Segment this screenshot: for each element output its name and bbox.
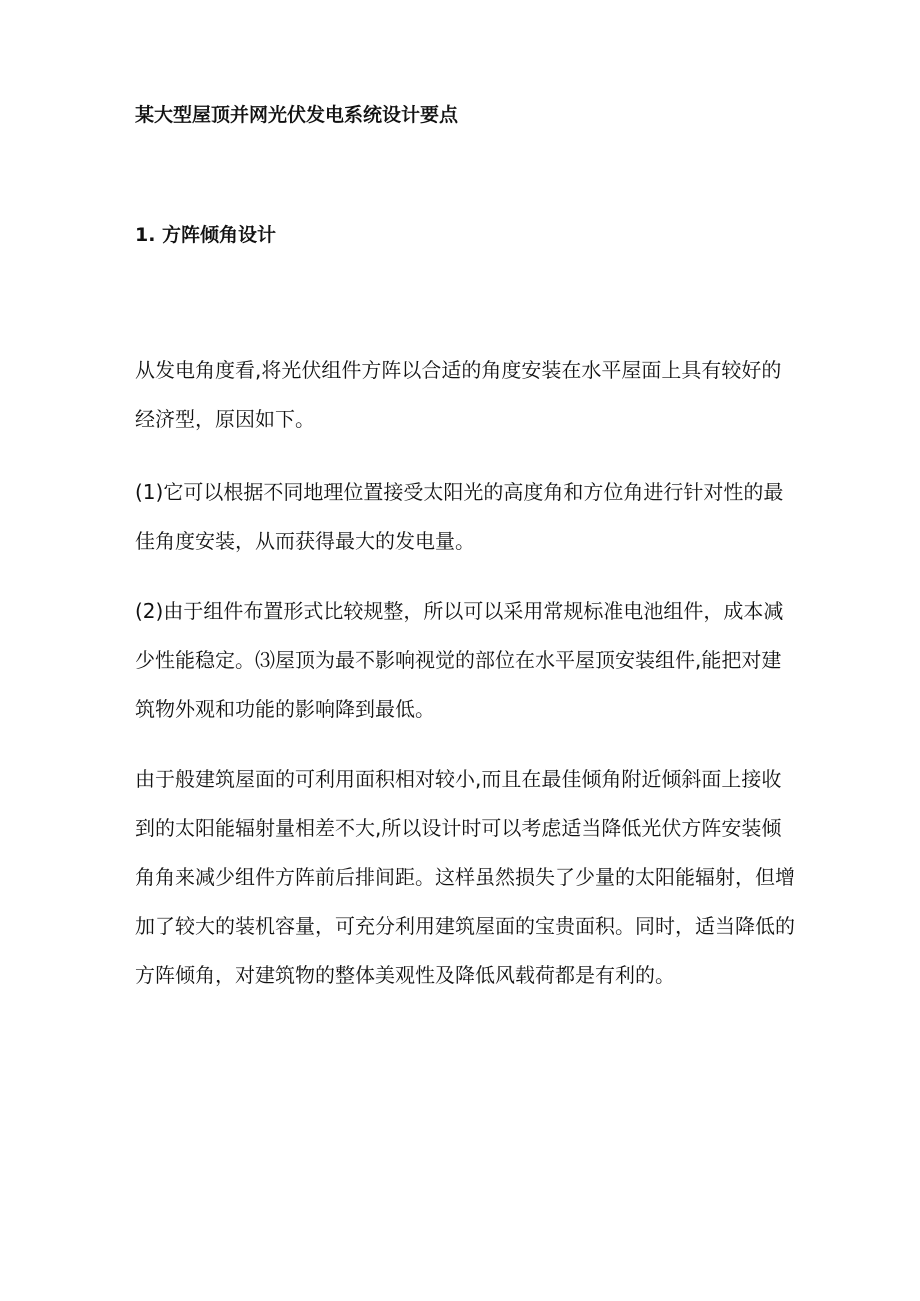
- section-heading: 1. 方阵倾角设计: [135, 224, 277, 246]
- paragraph-line: 少性能稳定。⑶屋顶为最不影响视觉的部位在水平屋顶安装组件,能把对建: [135, 648, 782, 672]
- paragraph-line: 角角来减少组件方阵前后排间距。这样虽然损失了少量的太阳能辐射，但增: [135, 865, 795, 889]
- paragraph-line: 从发电角度看,将光伏组件方阵以合适的角度安装在水平屋面上具有较好的: [135, 358, 782, 382]
- paragraph-line: 到的太阳能辐射量相差不大,所以设计时可以考虑适当降低光伏方阵安装倾: [135, 816, 782, 840]
- paragraph-intro: [135, 346, 795, 444]
- paragraph-reason-2-3: [135, 587, 795, 734]
- paragraph-line: 筑物外观和功能的影响降到最低。: [135, 697, 435, 721]
- paragraph-line: 佳角度安装，从而获得最大的发电量。: [135, 529, 475, 553]
- paragraph-line: 由于般建筑屋面的可利用面积相对较小,而且在最佳倾角附近倾斜面上接收: [135, 767, 782, 791]
- paragraph-line: 方阵倾角，对建筑物的整体美观性及降低风载荷都是有利的。: [135, 963, 675, 987]
- paragraph-line: (1)它可以根据不同地理位置接受太阳光的高度角和方位角进行针对性的最: [135, 480, 784, 504]
- paragraph-reason-1: [135, 468, 795, 566]
- paragraph-tilt-reduction: [135, 755, 795, 1000]
- document-title: 某大型屋顶并网光伏发电系统设计要点: [135, 104, 459, 126]
- paragraph-line: 经济型，原因如下。: [135, 407, 315, 431]
- paragraph-line: (2)由于组件布置形式比较规整，所以可以采用常规标准电池组件，成本减: [135, 599, 784, 623]
- paragraph-line: 加了较大的装机容量，可充分利用建筑屋面的宝贵面积。同时，适当降低的: [135, 914, 795, 938]
